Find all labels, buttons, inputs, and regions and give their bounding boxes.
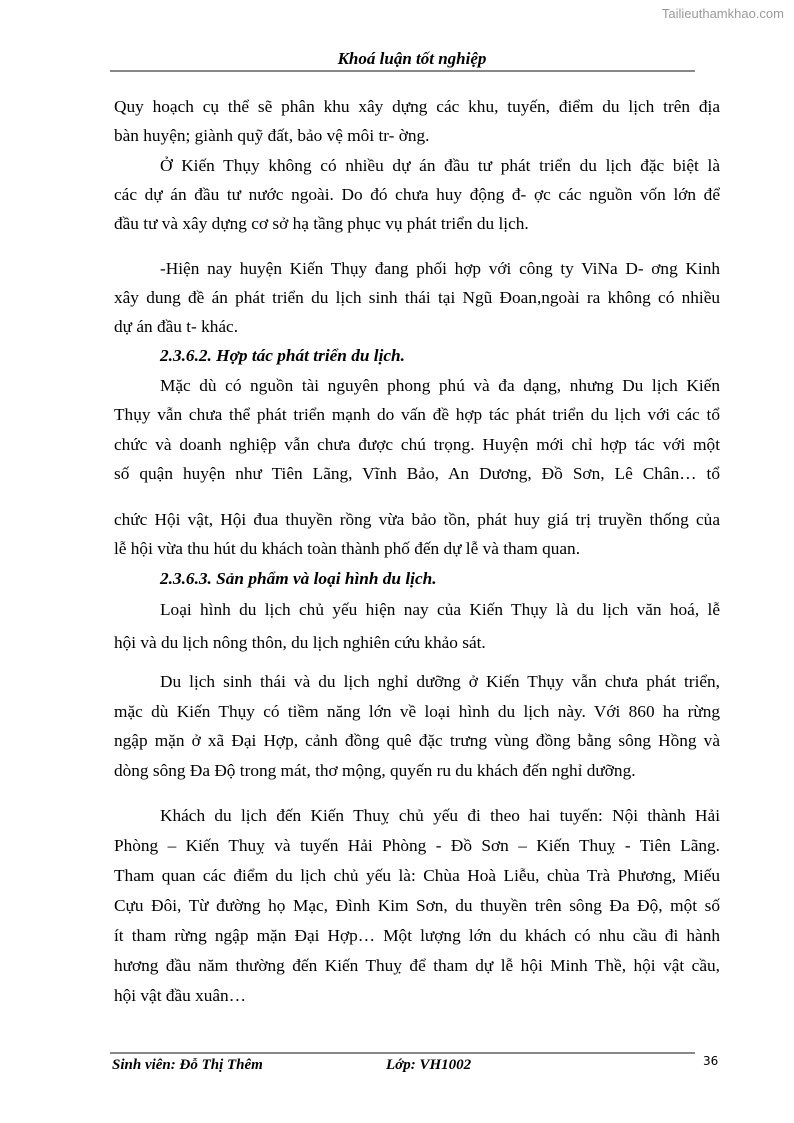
page-number: 36 [703, 1054, 719, 1068]
text-line: Quy hoạch cụ thể sẽ phân khu xây dựng các khu, tuyến, điểm du lịch trên địa [114, 97, 720, 116]
section-heading: 2.3.6.3. Sản phẩm và loại hình du lịch. [160, 569, 437, 588]
text-line: dòng sông Đa Độ trong mát, thơ mộng, quyến ru du khách đến nghỉ dưỡng. [114, 761, 636, 780]
text-line: hội vật đầu xuân… [114, 986, 246, 1005]
text-line: Tham quan các điểm du lịch chủ yếu là: Chùa Hoà Liễu, chùa Trà Phương, Miếu [114, 866, 720, 885]
page-header-title: Khoá luận tốt nghiệp [337, 49, 487, 68]
text-line: -Hiện nay huyện Kiến Thụy đang phối hợp với công ty ViNa D- ơng Kinh [160, 259, 720, 278]
text-line: chức và doanh nghiệp vẫn chưa được chú trọng. Huyện mới chỉ hợp tác với một [114, 435, 720, 454]
text-line: Mặc dù có nguồn tài nguyên phong phú và đa dạng, nhưng Du lịch Kiến [160, 376, 720, 395]
text-line: lễ hội vừa thu hút du khách toàn thành phố đến dự lễ và tham quan. [114, 539, 581, 558]
section-heading: 2.3.6.2. Hợp tác phát triển du lịch. [160, 346, 405, 365]
text-line: Ở Kiến Thụy không có nhiều dự án đầu tư phát triển du lịch đặc biệt là [160, 156, 720, 175]
text-line: Du lịch sinh thái và du lịch nghỉ dưỡng ở Kiến Thụy vẫn chưa phát triển, [160, 672, 720, 691]
text-line: ít tham rừng ngập mặn Đại Hợp… Một lượng lớn du khách có nhu cầu đi hành [114, 926, 720, 945]
footer-student: Sinh viên: Đỗ Thị Thêm [112, 1057, 263, 1073]
text-line: hương đầu năm thường đến Kiến Thuỵ để tham dự lễ hội Minh Thề, hội vật cầu, [114, 956, 720, 975]
header-rule [110, 70, 695, 72]
text-line: hội và du lịch nông thôn, du lịch nghiên cứu khảo sát. [114, 633, 486, 652]
footer-class: Lớp: VH1002 [386, 1057, 472, 1073]
text-line: xây dung đề án phát triển du lịch sinh thái tại Ngũ Đoan,ngoài ra không có nhiều [114, 288, 720, 307]
text-line: dự án đầu t- khác. [114, 317, 239, 336]
text-line: ngập mặn ở xã Đại Hợp, cảnh đồng quê đặc trưng vùng đồng bằng sông Hồng và [114, 731, 720, 750]
text-line: mặc dù Kiến Thụy có tiềm năng lớn về loại hình du lịch này. Với 860 ha rừng [114, 702, 720, 721]
text-line: Thụy vẫn chưa thể phát triển mạnh do vấn đề hợp tác phát triển du lịch với các tổ [114, 405, 720, 424]
text-line: chức Hội vật, Hội đua thuyền rồng vừa bảo tồn, phát huy giá trị truyền thống của [114, 510, 720, 529]
text-line: Phòng – Kiến Thuỵ và tuyến Hải Phòng - Đồ Sơn – Kiến Thuỵ - Tiên Lãng. [114, 836, 720, 855]
text-line: đầu tư và xây dựng cơ sở hạ tầng phục vụ phát triển du lịch. [114, 214, 529, 233]
text-line: các dự án đầu tư nước ngoài. Do đó chưa huy động đ- ợc các nguồn vốn lớn để [114, 185, 720, 204]
text-line: Cựu Đôi, Từ đường họ Mạc, Đình Kim Sơn, du thuyền trên sông Đa Độ, một số [114, 896, 720, 915]
text-line: số quận huyện như Tiên Lãng, Vĩnh Bảo, An Dương, Đồ Sơn, Lê Chân… tổ [114, 464, 720, 483]
text-line: Khách du lịch đến Kiến Thuỵ chủ yếu đi theo hai tuyến: Nội thành Hải [160, 806, 720, 825]
watermark: Tailieuthamkhao.com [661, 6, 784, 21]
footer-rule [110, 1052, 695, 1054]
text-line: Loại hình du lịch chủ yếu hiện nay của Kiến Thụy là du lịch văn hoá, lễ [160, 600, 720, 619]
text-line: bàn huyện; giành quỹ đất, bảo vệ môi tr- ờng. [114, 126, 430, 145]
